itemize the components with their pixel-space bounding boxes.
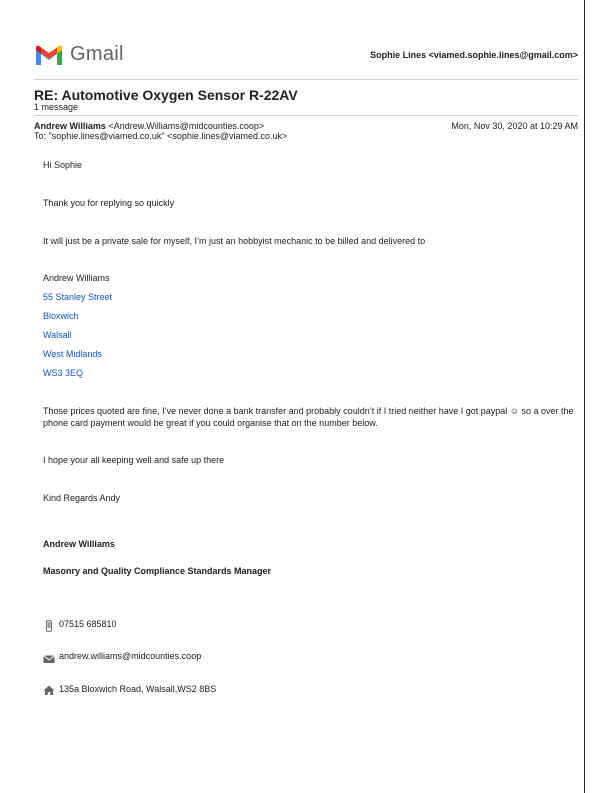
message-count: 1 message (34, 102, 79, 112)
sender-name: Andrew Williams (34, 121, 106, 131)
gmail-logo-icon[interactable] (34, 44, 64, 66)
subject-divider (34, 115, 578, 116)
message-date: Mon, Nov 30, 2020 at 10:29 AM (451, 121, 578, 131)
gmail-wordmark: Gmail (70, 43, 124, 65)
paragraph-3-line-2: phone card payment would be great if you could organise that on the number below. (43, 418, 378, 428)
paragraph-2: It will just be a private sale for myself, I’m just an hobbyist mechanic to be billed and delivered to (43, 236, 426, 246)
page-edge-rule (584, 0, 585, 793)
paragraph-4: I hope your all keeping well and safe up there (43, 455, 225, 465)
account-identity: Sophie Lines <viamed.sophie.lines@gmail.com> (370, 50, 578, 60)
house-icon (43, 684, 55, 696)
sender-email: <Andrew.Williams@midcounties.coop> (108, 121, 265, 131)
gmail-header (34, 42, 578, 70)
signature-name: Andrew Williams (43, 539, 115, 549)
recipient-line: To: "sophie.lines@viamed.co.uk" <sophie.lines@viamed.co.uk> (34, 131, 288, 141)
address-town-link[interactable]: Walsall (43, 330, 72, 340)
address-postcode-link[interactable]: WS3 3EQ (43, 368, 84, 378)
paragraph-3-line-1: Those prices quoted are fine, I’ve never done a bank transfer and probably couldn’t if I tried neither have I got paypal ☺ so a over the (43, 406, 574, 416)
address-name: Andrew Williams (43, 273, 110, 283)
signature-title: Masonry and Quality Compliance Standards Manager (43, 566, 272, 576)
sender-line (34, 121, 264, 131)
mobile-phone-icon (43, 620, 55, 632)
address-street-link[interactable]: 55 Stanley Street (43, 292, 113, 302)
thread-subject: RE: Automotive Oxygen Sensor R-22AV (34, 87, 298, 103)
address-county-link[interactable]: West Midlands (43, 349, 102, 359)
header-divider (34, 79, 578, 80)
signature-address-link[interactable]: 135a Bloxwich Road, Walsall,WS2 8BS (59, 684, 217, 694)
signature-email-link[interactable]: andrew.williams@midcounties.coop (59, 651, 202, 661)
signature-phone: 07515 685810 (59, 619, 117, 629)
sign-off: Kind Regards Andy (43, 493, 121, 503)
paragraph-1: Thank you for replying so quickly (43, 198, 175, 208)
greeting: Hi Sophie (43, 160, 83, 170)
address-locality-link[interactable]: Bloxwich (43, 311, 79, 321)
envelope-icon (43, 653, 55, 665)
